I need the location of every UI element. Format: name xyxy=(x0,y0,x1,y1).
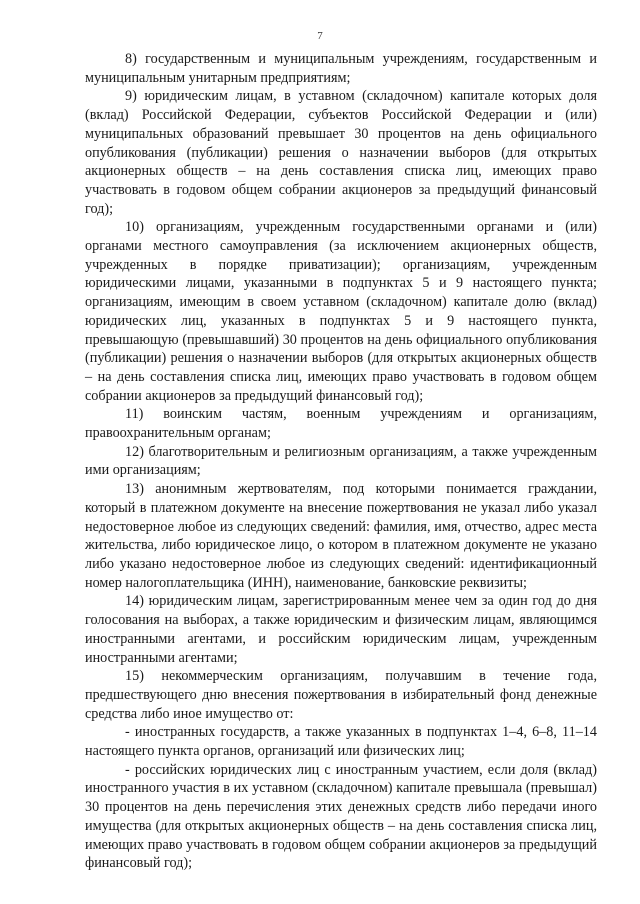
paragraph-subitem-foreign-states: - иностранных государств, а также указанных в подпунктах 1–4, 6–8, 11–14 настоящего пункта органов, организаций или физических лиц; xyxy=(85,724,597,760)
paragraph-item-9: 9) юридическим лицам, в уставном (складочном) капитале которых доля (вклад) Российской Федерации, субъектов Российской Федерации и (или) муниципальных образований превышает 30 процентов на день официального опубликования (публикации) решения о назначении выборов (для открытых акционерных обществ – на день составления списка лиц, имеющих право участвовать в годовом общем собрании акционеров за предыдущий финансовый год); xyxy=(85,88,597,217)
paragraph-subitem-russian-entities: - российских юридических лиц с иностранным участием, если доля (вклад) иностранного участия в их уставном (складочном) капитале превышала (превышал) 30 процентов на день перечисления этих денежных средств либо передачи иного имущества (для открытых акционерных обществ – на день составления списка лиц, имеющих право участвовать в годовом общем собрании акционеров за предыдущий финансовый год); xyxy=(85,761,597,872)
paragraph-item-11: 11) воинским частям, военным учреждениям и организациям, правоохранительным органам; xyxy=(85,406,597,442)
paragraph-item-10: 10) организациям, учрежденным государственными органами и (или) органами местного самоуправления (за исключением акционерных обществ, учрежденных в порядке приватизации); организациям, учрежденным юридическими лицами, указанными в подпунктах 5 и 9 настоящего пункта; организациям, имеющим в своем уставном (складочном) капитале долю (вклад) юридических лиц, указанных в подпунктах 5 и 9 настоящего пункта, превышающую (превышавший) 30 процентов на день официального опубликования (публикации) решения о назначении выборов (для открытых акционерных обществ – на день составления списка лиц, имеющих право участвовать в годовом общем собрании акционеров за предыдущий финансовый год); xyxy=(85,219,597,404)
paragraph-item-13: 13) анонимным жертвователям, под которыми понимается граждании, который в платежном документе на внесение пожертвования не указал либо указал недостоверное любое из следующих сведений: фамилия, имя, отчество, адрес места жительства, либо юридическое лицо, о котором в платежном документе не указано либо указано недостоверное любое из следующих сведений: идентификационный номер налогоплательщика (ИНН), наименование, банковские реквизиты; xyxy=(85,481,597,591)
paragraph-item-8: 8) государственным и муниципальным учреждениям, государственным и муниципальным унитарным предприятиям; xyxy=(85,51,597,86)
paragraph-item-15: 15) некоммерческим организациям, получавшим в течение года, предшествующего дню внесения пожертвования в избирательный фонд денежные средства либо иное имущество от: xyxy=(85,668,597,722)
document-body xyxy=(85,50,597,873)
page-number: 7 xyxy=(317,30,323,42)
paragraph-item-12: 12) благотворительным и религиозным организациям, а также учрежденным ими организациям; xyxy=(85,443,597,479)
paragraph-item-14: 14) юридическим лицам, зарегистрированным менее чем за один год до дня голосования на выборах, а также юридическим и физическим лицам, являющимся иностранными агентами, и российским юридическим лицам, учрежденным иностранными агентами; xyxy=(85,593,597,666)
